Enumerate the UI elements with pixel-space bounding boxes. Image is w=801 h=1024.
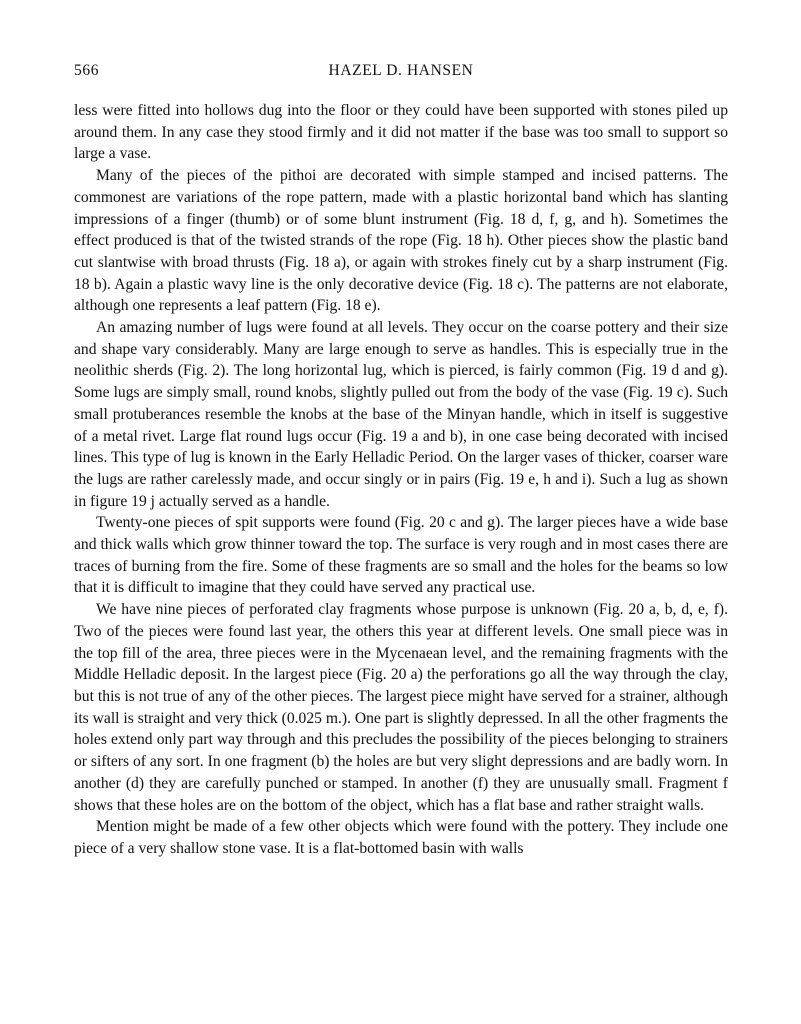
paragraph-pithoi-decoration: Many of the pieces of the pithoi are decorated with simple stamped and incised patterns. The commonest are variations of the rope pattern, made with a plastic horizontal band which has slanting impressions of a finger (thumb) or of some blunt instrument (Fig. 18 d, f, g, and h). Sometimes the effect produced is that of the twisted strands of the rope (Fig. 18 h). Other pieces show the plastic band cut slantwise with broad thrusts (Fig. 18 a), or again with strokes finely cut by a sharp instrument (Fig. 18 b). Again a plastic wavy line is the only decorative device (Fig. 18 c). The patterns are not elaborate, although one represents a leaf pattern (Fig. 18 e). [74,167,728,315]
page-number: 566 [74,62,100,79]
running-title: HAZEL D. HANSEN [328,62,474,79]
paragraph-spit-supports: Twenty-one pieces of spit supports were found (Fig. 20 c and g). The larger pieces have a wide base and thick walls which grow thinner toward the top. The surface is very rough and in most cases there are traces of burning from the fire. Some of these fragments are so small and the holes for the beams so low that it is difficult to imagine that they could have served any practical use. [74,514,728,597]
paragraph-other-objects: Mention might be made of a few other objects which were found with the pottery. They include one piece of a very shallow stone vase. It is a flat-bottomed basin with walls [74,818,728,857]
paragraph-perforated-fragments: We have nine pieces of perforated clay fragments whose purpose is unknown (Fig. 20 a, b, d, e, f). Two of the pieces were found last year, the others this year at different levels. One small piece was in the top fill of the area, three pieces were in the Mycenaean level, and the remaining fragments with the Middle Helladic deposit. In the largest piece (Fig. 20 a) the perforations go all the way through the clay, but this is not true of any of the other pieces. The largest piece might have served for a strainer, although its wall is straight and very thick (0.025 m.). One part is slightly depressed. In all the other fragments the holes extend only part way through and this precludes the possibility of the pieces belonging to strainers or sifters of any sort. In one fragment (b) the holes are but very slight depressions and are badly worn. In another (d) they are carefully punched or stamped. In another (f) they are unusually small. Fragment f shows that these holes are on the bottom of the object, which has a flat base and rather straight walls. [74,601,728,814]
body-text [74,100,728,860]
running-head [74,62,728,88]
paragraph-continued: less were fitted into hollows dug into the floor or they could have been supported with stones piled up around them. In any case they stood firmly and it did not matter if the base was too small to support so large a vase. [74,102,728,163]
paragraph-lugs: An amazing number of lugs were found at all levels. They occur on the coarse pottery and their size and shape vary considerably. Many are large enough to serve as handles. This is especially true in the neolithic sherds (Fig. 2). The long horizontal lug, which is pierced, is fairly common (Fig. 19 d and g). Some lugs are simply small, round knobs, slightly pulled out from the body of the vase (Fig. 19 c). Such small protuberances resemble the knobs at the base of the Minyan handle, which in itself is suggestive of a metal rivet. Large flat round lugs occur (Fig. 19 a and b), in one case being decorated with incised lines. This type of lug is known in the Early Helladic Period. On the larger vases of thicker, coarser ware the lugs are rather carelessly made, and occur singly or in pairs (Fig. 19 e, h and i). Such a lug as shown in figure 19 j actually served as a handle. [74,319,728,510]
journal-page [74,62,728,860]
